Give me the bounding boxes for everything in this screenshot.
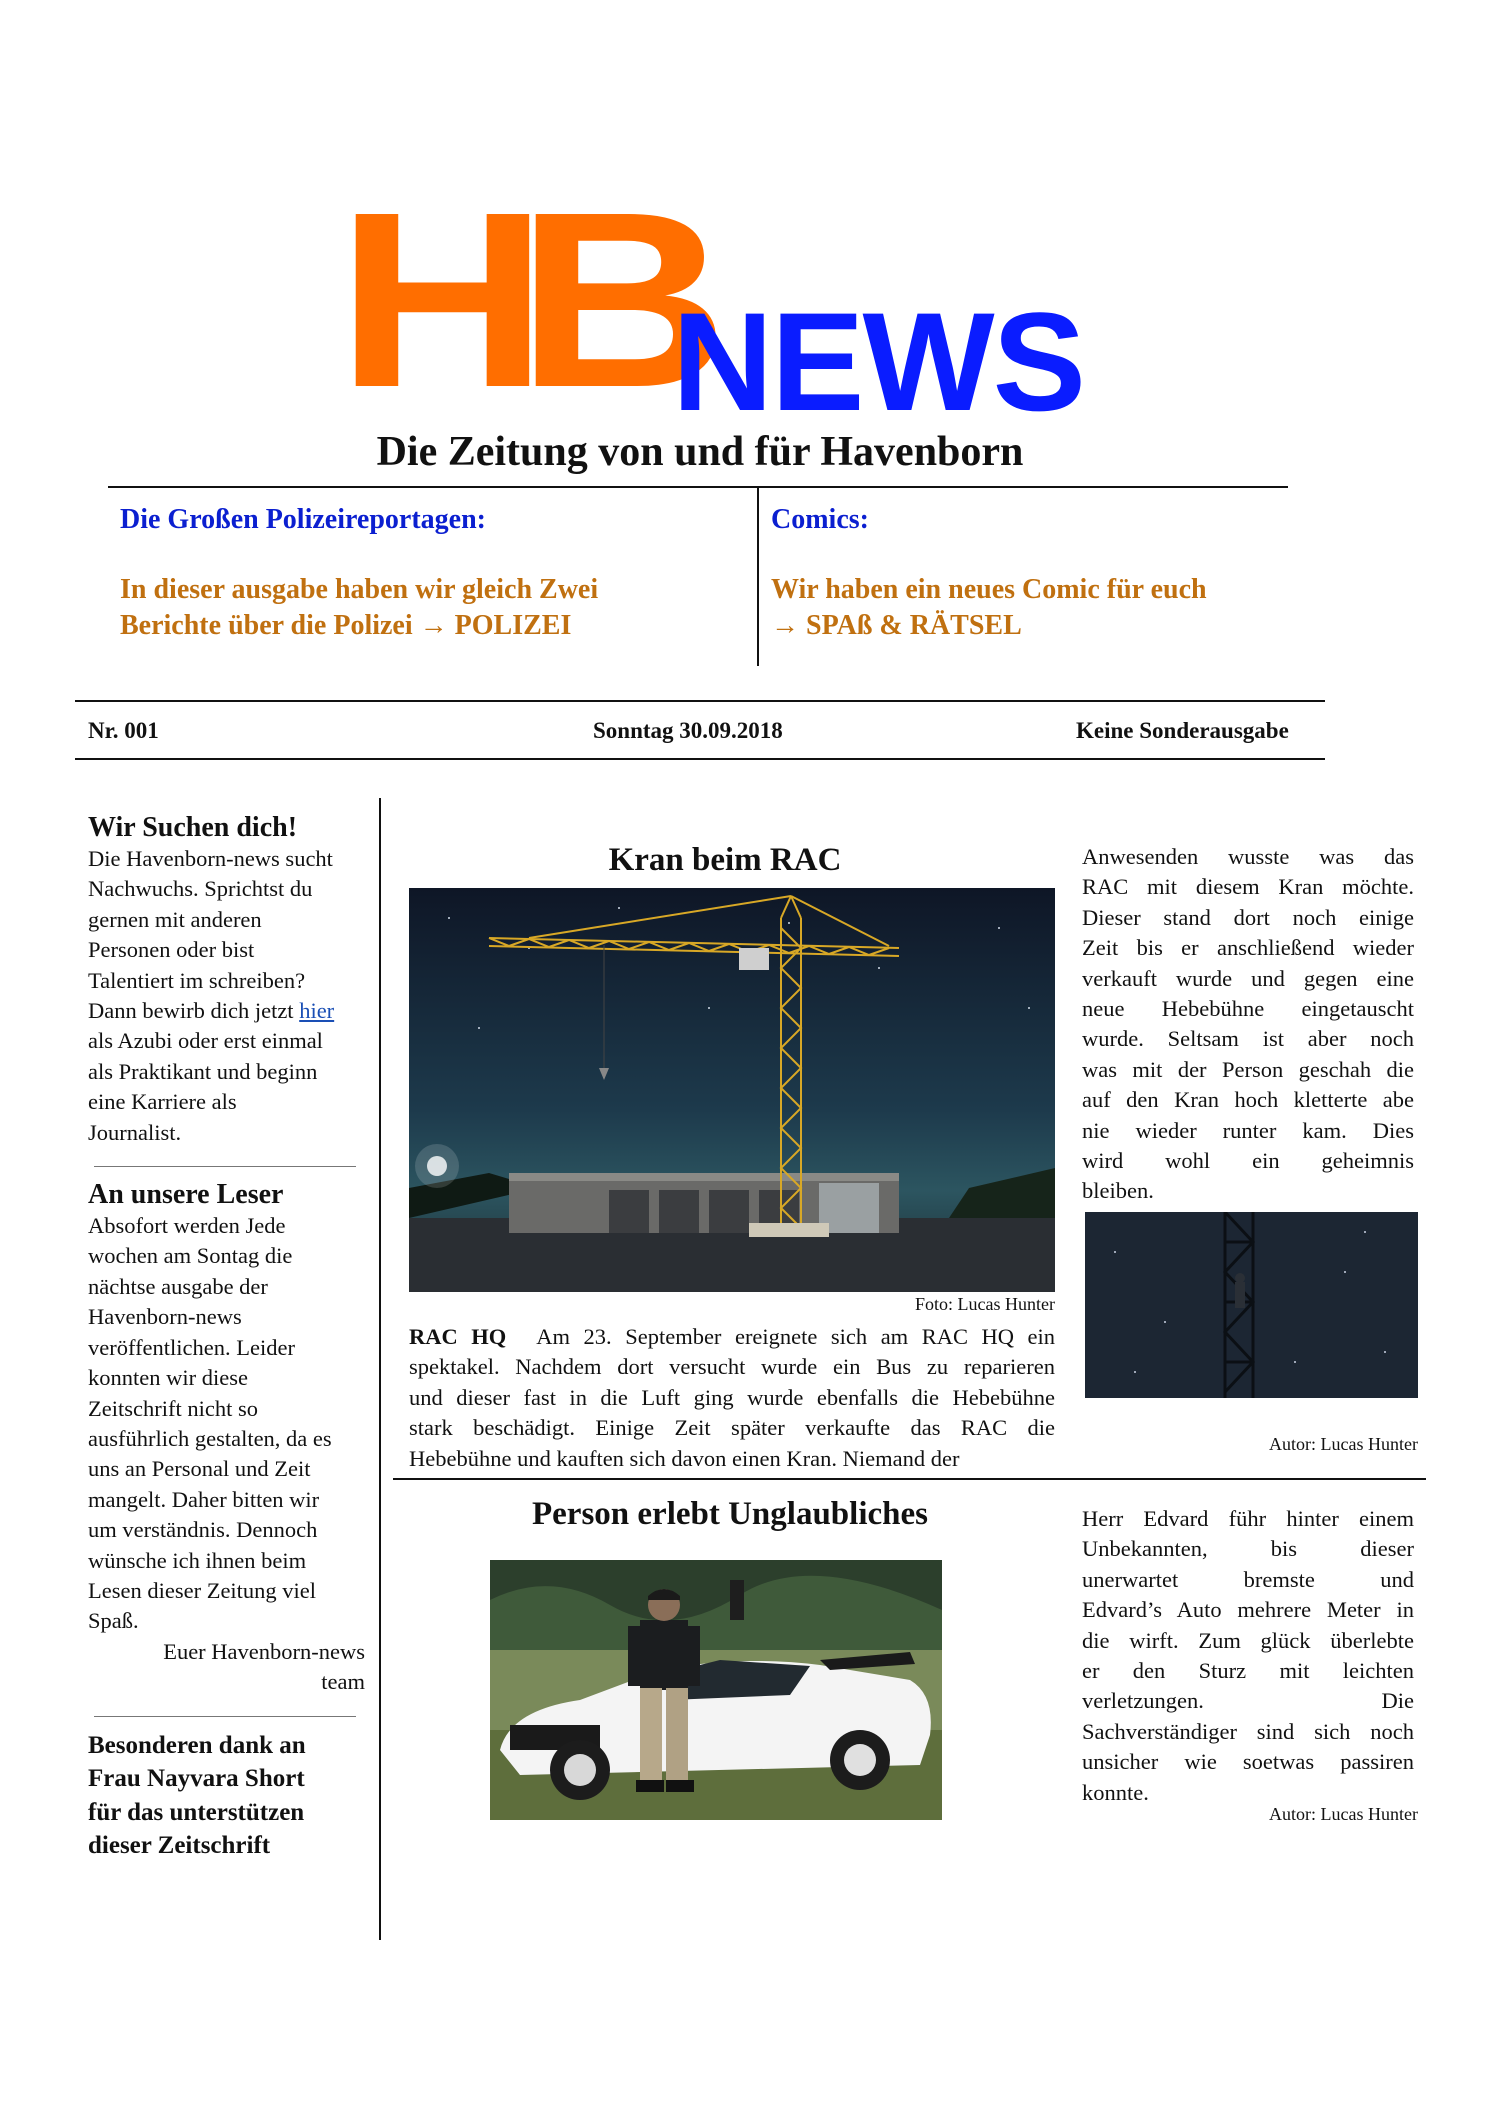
teaser-divider xyxy=(757,488,759,666)
signature-line: Euer Havenborn-news xyxy=(163,1638,365,1664)
article1-body xyxy=(409,1322,1055,1474)
text-line: Lesen dieser Zeitung viel xyxy=(88,1577,317,1603)
teaser-line: In dieser ausgabe haben wir gleich Zwei xyxy=(120,574,599,605)
article2-author: Autor: Lucas Hunter xyxy=(1269,1804,1418,1824)
text-line: Talentiert im schreiben? xyxy=(88,967,306,993)
info-bar-top-line xyxy=(75,700,1325,702)
text-line: Havenborn-news xyxy=(88,1304,242,1330)
thanks-line: Frau Nayvara Short xyxy=(88,1765,305,1793)
logo-word: NEWS xyxy=(672,283,1084,440)
text-line: Unbekannten, bis dieser xyxy=(1082,1536,1414,1562)
issue-number: Nr. 001 xyxy=(88,718,159,743)
teaser-line: Wir haben ein neues Comic für euch xyxy=(771,574,1207,605)
climber-photo xyxy=(1085,1212,1418,1398)
text-line: Sachverständiger sind sich noch xyxy=(1082,1718,1414,1744)
sidebar-separator xyxy=(94,1716,356,1717)
text-line: konnte. xyxy=(1082,1779,1149,1805)
text-line: unsicher wie soetwas passiren xyxy=(1082,1749,1414,1775)
teaser-line: Berichte über die Polizei → POLIZEI xyxy=(120,610,572,641)
text-line: mangelt. Daher bitten wir xyxy=(88,1486,320,1512)
search-text xyxy=(88,844,365,1148)
text-line: Edvard’s Auto mehrere Meter in xyxy=(1082,1597,1414,1623)
climber-photo-image xyxy=(1085,1212,1418,1398)
text-line: nie wieder runter kam. Dies xyxy=(1082,1117,1414,1143)
masthead-subtitle: Die Zeitung von und für Havenborn xyxy=(376,429,1024,475)
text-line: um verständnis. Dennoch xyxy=(88,1517,318,1543)
text-line: auf den Kran hoch kletterte abe xyxy=(1082,1087,1414,1113)
text-line: Hebebühne und kauften sich davon einen Kran. Niemand der xyxy=(409,1445,960,1471)
thanks-line: dieser Zeitschrift xyxy=(88,1832,271,1860)
article2-body xyxy=(1082,1504,1414,1808)
text-line: Zeit bis er anschließend wieder xyxy=(1082,935,1414,961)
text-line: als Azubi oder erst einmal xyxy=(88,1028,323,1054)
text-line: Nachwuchs. Sprichtst du xyxy=(88,876,313,902)
text-line: wünsche ich ihnen beim xyxy=(88,1547,307,1573)
thanks-line: für das unterstützen xyxy=(88,1798,305,1826)
issue-date: Sonntag 30.09.2018 xyxy=(593,718,783,743)
signature-line: team xyxy=(321,1669,365,1695)
car-photo-image xyxy=(490,1560,942,1820)
text-line: Dieser stand dort noch einige xyxy=(1082,904,1414,930)
masthead-logo xyxy=(336,160,1106,440)
apply-link[interactable]: hier xyxy=(299,998,335,1024)
article1-dateline: RAC HQ xyxy=(409,1324,507,1349)
readers-heading: An unsere Leser xyxy=(88,1179,284,1211)
article1-photo-credit: Foto: Lucas Hunter xyxy=(915,1294,1055,1314)
text-line: verkauft wurde und gegen eine xyxy=(1082,965,1414,991)
text-line: unerwartet bremste und xyxy=(1082,1566,1414,1592)
text-line: bleiben. xyxy=(1082,1178,1154,1204)
text-line: gernen mit anderen xyxy=(88,906,262,932)
article1-continued xyxy=(1082,842,1414,1207)
teaser-heading: Comics: xyxy=(771,504,869,535)
text-line: wochen am Sontag die xyxy=(88,1243,293,1269)
text-line: konnten wir diese xyxy=(88,1365,248,1391)
text-line: uns an Personal und Zeit xyxy=(88,1456,311,1482)
text-line: veröffentlichen. Leider xyxy=(88,1334,295,1360)
logo-letters: HB xyxy=(336,160,697,439)
sidebar xyxy=(88,812,365,1863)
text-line: Die Havenborn-news sucht xyxy=(88,846,333,871)
text-line: Am 23. September ereignete sich am RAC HQ ein xyxy=(536,1324,1056,1349)
info-bar-bottom-line xyxy=(75,758,1325,760)
readers-text xyxy=(88,1211,365,1698)
apply-line xyxy=(88,996,365,1026)
text-line: wurde. Seltsam ist aber noch xyxy=(1082,1026,1414,1052)
crane-photo-image xyxy=(409,888,1055,1292)
thanks-note xyxy=(88,1729,365,1863)
text-line: was mit der Person geschah die xyxy=(1082,1056,1414,1082)
article1-author: Autor: Lucas Hunter xyxy=(1269,1434,1418,1454)
text-line: und dieser fast in die Luft ging wurde ebenfalls die Hebebühne xyxy=(409,1384,1055,1410)
masthead-divider xyxy=(108,486,1288,488)
thanks-line: Besonderen dank an xyxy=(88,1731,306,1759)
text-line: als Praktikant und beginn xyxy=(88,1058,318,1084)
text-line: Journalist. xyxy=(88,1119,182,1145)
article-divider xyxy=(393,1478,1426,1480)
text-line: wird wohl ein geheimnis xyxy=(1082,1148,1414,1174)
text-line: verletzungen. Die xyxy=(1082,1688,1414,1714)
sidebar-separator xyxy=(94,1166,356,1167)
apply-prefix: Dann bewirb dich jetzt xyxy=(88,998,300,1024)
text-line: Personen oder bist xyxy=(88,937,255,963)
text-line: Spaß. xyxy=(88,1608,139,1634)
teaser-police[interactable] xyxy=(120,504,740,644)
sidebar-divider xyxy=(379,798,381,1940)
crane-photo xyxy=(409,888,1055,1292)
article1-title: Kran beim RAC xyxy=(608,842,842,878)
text-line: neue Hebebühne eingetauscht xyxy=(1082,996,1414,1022)
text-line: Zeitschrift nicht so xyxy=(88,1395,258,1421)
teaser-heading: Die Großen Polizeireportagen: xyxy=(120,504,486,535)
text-line: spektakel. Nachdem dort versucht wurde ein Bus zu reparieren xyxy=(409,1354,1055,1380)
teaser-comics[interactable] xyxy=(771,504,1291,644)
text-line: Anwesenden wusste was das xyxy=(1082,844,1414,869)
text-line: RAC mit diesem Kran möchte. xyxy=(1082,874,1414,900)
article2-title: Person erlebt Unglaubliches xyxy=(532,1496,928,1532)
teaser-line: → SPAß & RÄTSEL xyxy=(771,610,1022,641)
text-line: Herr Edvard führ hinter einem xyxy=(1082,1506,1414,1531)
text-line: eine Karriere als xyxy=(88,1089,237,1115)
text-line: stark beschädigt. Einige Zeit später verkaufte das RAC die xyxy=(409,1415,1055,1441)
text-line: nächtse ausgabe der xyxy=(88,1273,268,1299)
text-line: Absofort werden Jede xyxy=(88,1213,286,1239)
text-line: er den Sturz mit leichten xyxy=(1082,1658,1414,1684)
search-heading: Wir Suchen dich! xyxy=(88,812,298,843)
car-photo xyxy=(490,1560,942,1820)
text-line: die wirft. Zum glück überlebte xyxy=(1082,1627,1414,1653)
text-line: ausführlich gestalten, da es xyxy=(88,1425,332,1451)
edition-note: Keine Sonderausgabe xyxy=(1076,718,1289,743)
